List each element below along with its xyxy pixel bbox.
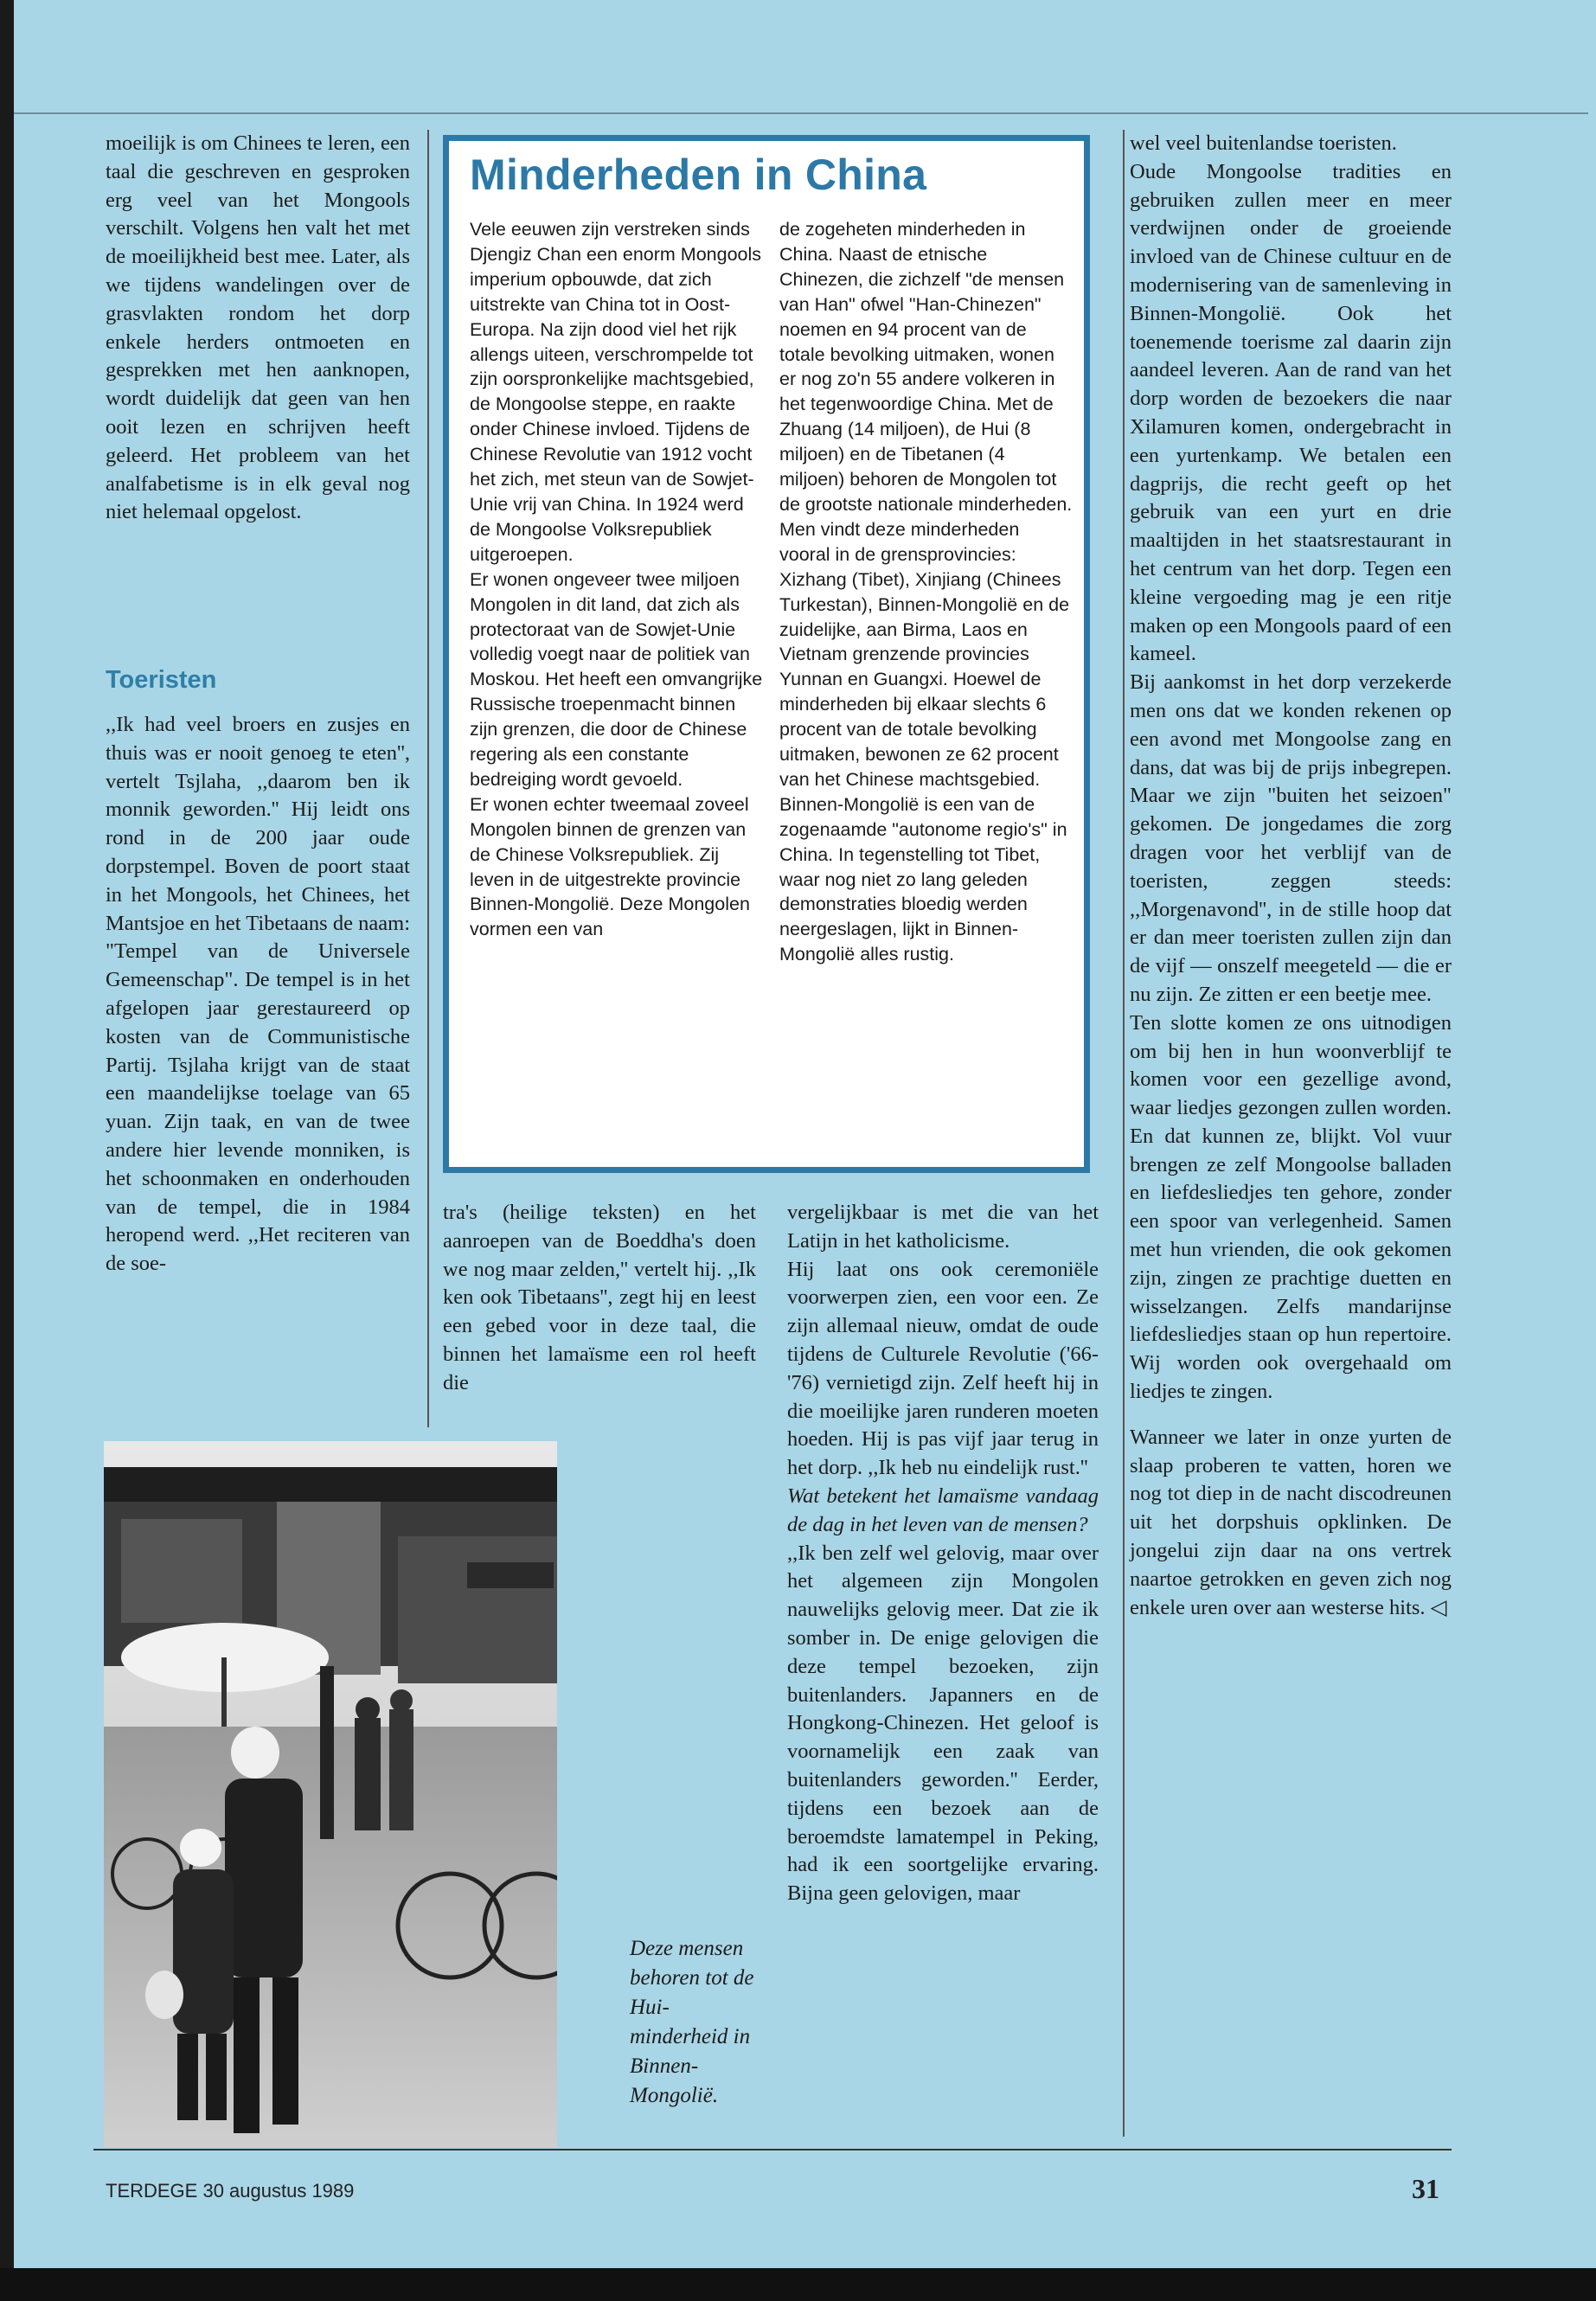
paragraph: de zogeheten minderheden in China. Naast de etnische Chinezen, die zichzelf "de mensen van Han" ofwel "Han-Chinezen" noemen en 94 procent van de totale bevolking uitmaken, wonen er nog zo'n 55 andere volkeren in het tegenwoordige China. Met de Zhuang (14 miljoen), de Hui (8 miljoen) en de Tibetanen (4 miljoen) behoren de Mongolen tot de grootste nationale minderheden. Men vindt deze minderheden vooral in de grensprovincies: Xizhang (Tibet), Xinjiang (Chinees Turkestan), Binnen-Mongolië en de zuidelijke, aan Birma, Laos en Vietnam grenzende provincies Yunnan en Guangxi. Hoewel de minderheden bij elkaar slechts 6 procent van de totale bevolking uitmaken, bewonen ze 62 procent van het Chinese machtsgebied. Binnen-Mongolië is een van de zogenaamde "autonome regio's" in China. In tegenstelling tot Tibet, waar nog niet zo lang geleden demonstraties bloedig werden neergeslagen, lijkt in Binnen-Mongolië alles rustig. (779, 219, 1073, 965)
paragraph: Bij aankomst in het dorp verzekerde men ons dat we konden rekenen op een avond met Mongoolse zang en dans, dat was bij de prijs inbegrepen. Maar we zijn "buiten het seizoen" gekomen. De jongedames die zorg dragen voor het verblijf van de toeristen, zeggen steeds: ,,Morgenavond'', in de stille hoop dat er dan meer toeristen zullen zijn dan de vijf — onszelf meegeteld — die er nu zijn. Ze zitten er een beetje mee. (1130, 670, 1452, 1006)
scan-edge-bottom (0, 2268, 1596, 2301)
publication-footer: TERDEGE 30 augustus 1989 (106, 2180, 355, 2202)
interview-question: Wat betekent het lamaïsme vandaag de dag in het leven van de mensen? (787, 1484, 1099, 1536)
subhead-toeristen: Toeristen (106, 666, 217, 694)
column-2-continued (443, 1199, 756, 1398)
photo-caption: Deze mensen behoren tot de Hui-minderheid in Binnen-Mongolië. (630, 1937, 754, 2107)
paragraph: Er wonen echter tweemaal zoveel Mongolen binnen de grenzen van de Chinese Volksrepubliek. Zij leven in de uitgestrekte provincie Binnen-Mongolië. Deze Mongolen vormen een van (470, 793, 750, 940)
sidebar-title: Minderheden in China (470, 151, 927, 199)
street-photo (104, 1441, 557, 2147)
paragraph: tra's (heilige teksten) en het aanroepen van de Boeddha's doen we nog maar zelden,'' vertelt hij. ,,Ik ken ook Tibetaans'', zegt hij en leest een gebed voor in deze taal, die binnen het lamaïsme een rol heeft die (443, 1201, 756, 1394)
sidebar-box (443, 135, 1090, 1173)
paragraph: Er wonen ongeveer twee miljoen Mongolen in dit land, dat zich als protectoraat van de Sowjet-Unie volledig voegt naar de politiek van Moskou. Het heeft een omvangrijke Russische troepenmacht binnen zijn grenzen, die door de Chinese regering als een constante bedreiging wordt gevoeld. (470, 568, 763, 790)
paragraph: Wanneer we later in onze yurten de slaap proberen te vatten, horen we nog tot diep in de nacht discodreunen uit het dorpshuis opklinken. De jongelui zijn daar na ons vertrek naartoe getrokken en geven zich nog enkele uren over aan westerse hits. ◁ (1130, 1425, 1452, 1619)
top-rule (14, 112, 1588, 114)
sidebar-column-right (779, 217, 1074, 967)
column-3 (787, 1199, 1099, 1908)
paragraph: vergelijkbaar is met die van het Latijn in het katholicisme. (787, 1201, 1099, 1253)
column-divider (427, 130, 429, 1427)
column-1-bottom (106, 711, 410, 1279)
column-4 (1130, 130, 1452, 1622)
sidebar-column-left (470, 217, 764, 942)
footer-rule (93, 2149, 1452, 2150)
page-number: 31 (1412, 2173, 1439, 2204)
paragraph: Ten slotte komen ze ons uitnodigen om bij hen in hun woonverblijf te komen voor een gezellige avond, waar liedjes gezongen zullen worden. En dat kunnen ze, blijkt. Vol vuur brengen ze zelf Mongoolse balladen en liefdesliedjes ten gehore, zonder een spoor van verlegenheid. Samen met hun vrienden, die ook gekomen zijn, zingen ze prachtige duetten en wisselzangen. Zelfs mandarijnse liefdesliedjes staan op hun repertoire. Wij worden ook overgehaald om liedjes te zingen. (1130, 1010, 1452, 1404)
paragraph: ,,Ik ben zelf wel gelovig, maar over het algemeen zijn Mongolen nauwelijks gelovig meer. Dat zie ik somber in. De enige gelovigen die deze tempel bezoeken, zijn buitenlanders. Japanners en de Hongkong-Chinezen. Het geloof is voornamelijk een zaak van buitenlanders geworden.'' Eerder, tijdens een bezoek aan de beroemdste lamatempel in Peking, had ik een soortgelijke ervaring. Bijna geen gelovigen, maar (787, 1541, 1099, 1906)
column-divider (1123, 130, 1125, 2137)
scan-edge-left (0, 0, 14, 2301)
photo-illustration (104, 1441, 557, 2147)
column-1-top (106, 130, 410, 527)
paragraph: Hij laat ons ook ceremoniële voorwerpen zien, een voor een. Ze zijn allemaal nieuw, omdat de oude tijdens de Culturele Revolutie ('66-'76) vernietigd zijn. Zelf heeft hij in die moeilijke jaren runderen moeten hoeden. Hij is pas vijf jaar terug in het dorp. ,,Ik heb nu eindelijk rust.'' (787, 1257, 1099, 1480)
paragraph: ,,Ik had veel broers en zusjes en thuis was er nooit genoeg te eten'', vertelt Tsjlaha, ,,daarom ben ik monnik geworden.'' Hij leidt ons rond in de 200 jaar oude dorpstempel. Boven de poort staat in het Mongools, het Chinees, het Mantsjoe en het Tibetaans de naam: "Tempel van de Universele Gemeenschap". De tempel is in het afgelopen jaar gerestaureerd op kosten van de Communistische Partij. Tsjlaha krijgt van de staat een maandelijkse toelage van 65 yuan. Zijn taak, en van de twee andere hier levende monniken, is het schoonmaken en onderhouden van de tempel, die in 1984 heropend werd. ,,Het reciteren van de soe- (106, 713, 410, 1276)
paragraph: Oude Mongoolse tradities en gebruiken zullen meer en meer verdwijnen onder de groeiende invloed van de Chinese cultuur en de modernisering van de samenleving in Binnen-Mongolië. Ook het toenemende toerisme zal daarin zijn aandeel leveren. Aan de rand van het dorp worden de bezoekers die naar Xilamuren komen, ondergebracht in een yurtenkamp. We betalen een dagprijs, die recht geeft op het gebruik van een yurt en drie maaltijden in het staatsrestaurant in het centrum van het dorp. Tegen een kleine vergoeding mag je een ritje maken op een Mongools paard of een kameel. (1130, 159, 1452, 666)
paragraph: moeilijk is om Chinees te leren, een taal die geschreven en gesproken erg veel van het Mongools verschilt. Volgens hen valt het met de moeilijkheid best mee. Later, als we tijdens wandelingen over de grasvlakten rondom het dorp enkele herders ontmoeten en gesprekken met hen aanknopen, wordt duidelijk dat geen van hen ooit lezen en schrijven heeft geleerd. Het probleem van het analfabetisme is in elk geval nog niet helemaal opgelost. (106, 131, 410, 524)
paragraph: wel veel buitenlandse toeristen. (1130, 131, 1397, 155)
paragraph: Vele eeuwen zijn verstreken sinds Djengiz Chan een enorm Mongools imperium opbouwde, dat zich uitstrekte van China tot in Oost-Europa. Na zijn dood viel het rijk allengs uiteen, verschrompelde tot zijn oorspronkelijke machtsgebied, de Mongoolse steppe, en raakte onder Chinese invloed. Tijdens de Chinese Revolutie van 1912 vocht het zich, met steun van de Sowjet-Unie vrij van China. In 1924 werd de Mongoolse Volksrepubliek uitgeroepen. (470, 219, 762, 565)
